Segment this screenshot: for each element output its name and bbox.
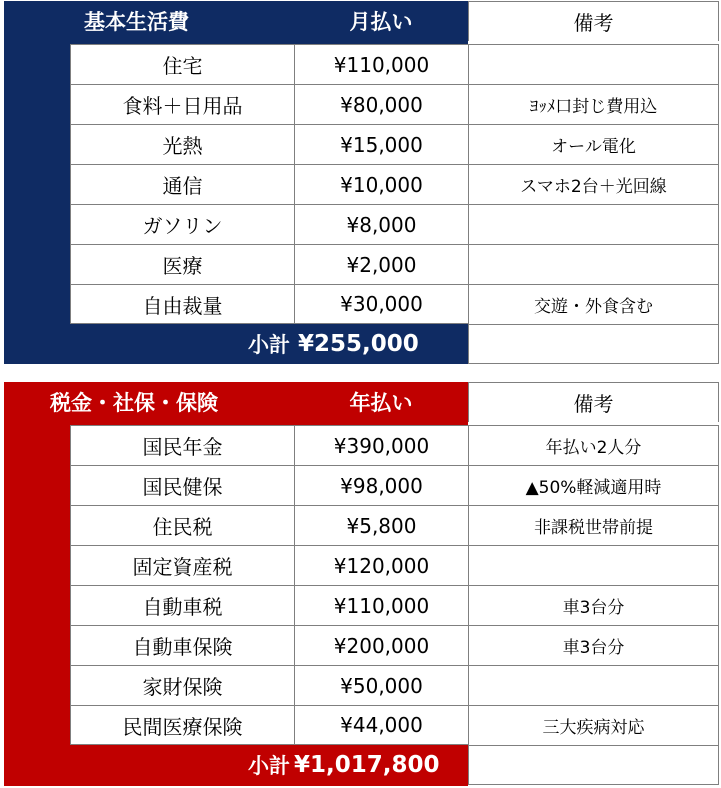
basic-living-expenses-table [4,1,719,364]
item-cell: 国民年金 [70,425,294,465]
note-cell: 三大疾病対応 [468,705,719,745]
subtotal-note-cell [468,324,719,364]
note-cell [468,545,719,585]
amount-cell: ¥15,000 [294,124,468,164]
amount-cell: ¥5,800 [294,505,468,545]
note-cell: スマホ2台＋光回線 [468,164,719,204]
item-cell: 住民税 [70,505,294,545]
table-row [4,585,719,625]
table-row [4,124,719,164]
amount-cell: ¥110,000 [294,44,468,84]
amount-cell: ¥390,000 [294,425,468,465]
table-row [4,244,719,284]
table-row [4,705,719,745]
item-cell: 自動車税 [70,585,294,625]
subtotal-value: ¥255,000 [298,331,419,357]
note-cell [468,244,719,284]
note-cell: ﾖｯﾒ口封じ費用込 [468,84,719,124]
subtotal-note-cell [468,745,719,785]
basic-note-header: 備考 [468,1,719,41]
table-row [4,505,719,545]
amount-cell: ¥80,000 [294,84,468,124]
table-row [4,665,719,705]
amount-cell: ¥8,000 [294,204,468,244]
item-cell: 自動車保険 [70,625,294,665]
basic-category-header: 基本生活費 [84,10,189,34]
subtotal-value: ¥1,017,800 [294,752,440,778]
amount-cell: ¥200,000 [294,625,468,665]
amount-cell: ¥120,000 [294,545,468,585]
tax-subtotal-row [4,745,719,785]
amount-cell: ¥30,000 [294,284,468,324]
table-row [4,625,719,665]
item-cell: ガソリン [70,204,294,244]
table-row [4,44,719,84]
item-cell: 医療 [70,244,294,284]
item-cell: 自由裁量 [70,284,294,324]
note-cell: ▲50%軽減適用時 [468,465,719,505]
basic-subtotal-row [4,324,719,364]
note-cell [468,204,719,244]
amount-cell: ¥10,000 [294,164,468,204]
tax-amount-header: 年払い [349,391,413,415]
note-cell: 年払い2人分 [468,425,719,465]
table-row [4,204,719,244]
tax-insurance-table [4,382,719,786]
item-cell: 固定資産税 [70,545,294,585]
tax-category-header: 税金・社保・保険 [50,391,218,415]
note-cell: オール電化 [468,124,719,164]
basic-header-row [4,1,719,41]
item-cell: 食料＋日用品 [70,84,294,124]
item-cell: 光熱 [70,124,294,164]
subtotal-label: 小計 [248,754,290,778]
subtotal-label: 小計 [248,333,290,357]
note-cell [468,665,719,705]
item-cell: 通信 [70,164,294,204]
item-cell: 民間医療保険 [70,705,294,745]
amount-cell: ¥2,000 [294,244,468,284]
note-cell: 車3台分 [468,625,719,665]
tax-note-header: 備考 [468,382,719,422]
note-cell [468,44,719,84]
table-row [4,164,719,204]
item-cell: 国民健保 [70,465,294,505]
note-cell: 交遊・外食含む [468,284,719,324]
table-row [4,425,719,465]
note-cell: 非課税世帯前提 [468,505,719,545]
note-cell: 車3台分 [468,585,719,625]
table-row [4,84,719,124]
amount-cell: ¥50,000 [294,665,468,705]
table-row [4,545,719,585]
basic-amount-header: 月払い [349,10,413,34]
table-row [4,284,719,324]
amount-cell: ¥98,000 [294,465,468,505]
item-cell: 家財保険 [70,665,294,705]
table-row [4,465,719,505]
amount-cell: ¥44,000 [294,705,468,745]
amount-cell: ¥110,000 [294,585,468,625]
tax-header-row [4,382,719,422]
item-cell: 住宅 [70,44,294,84]
